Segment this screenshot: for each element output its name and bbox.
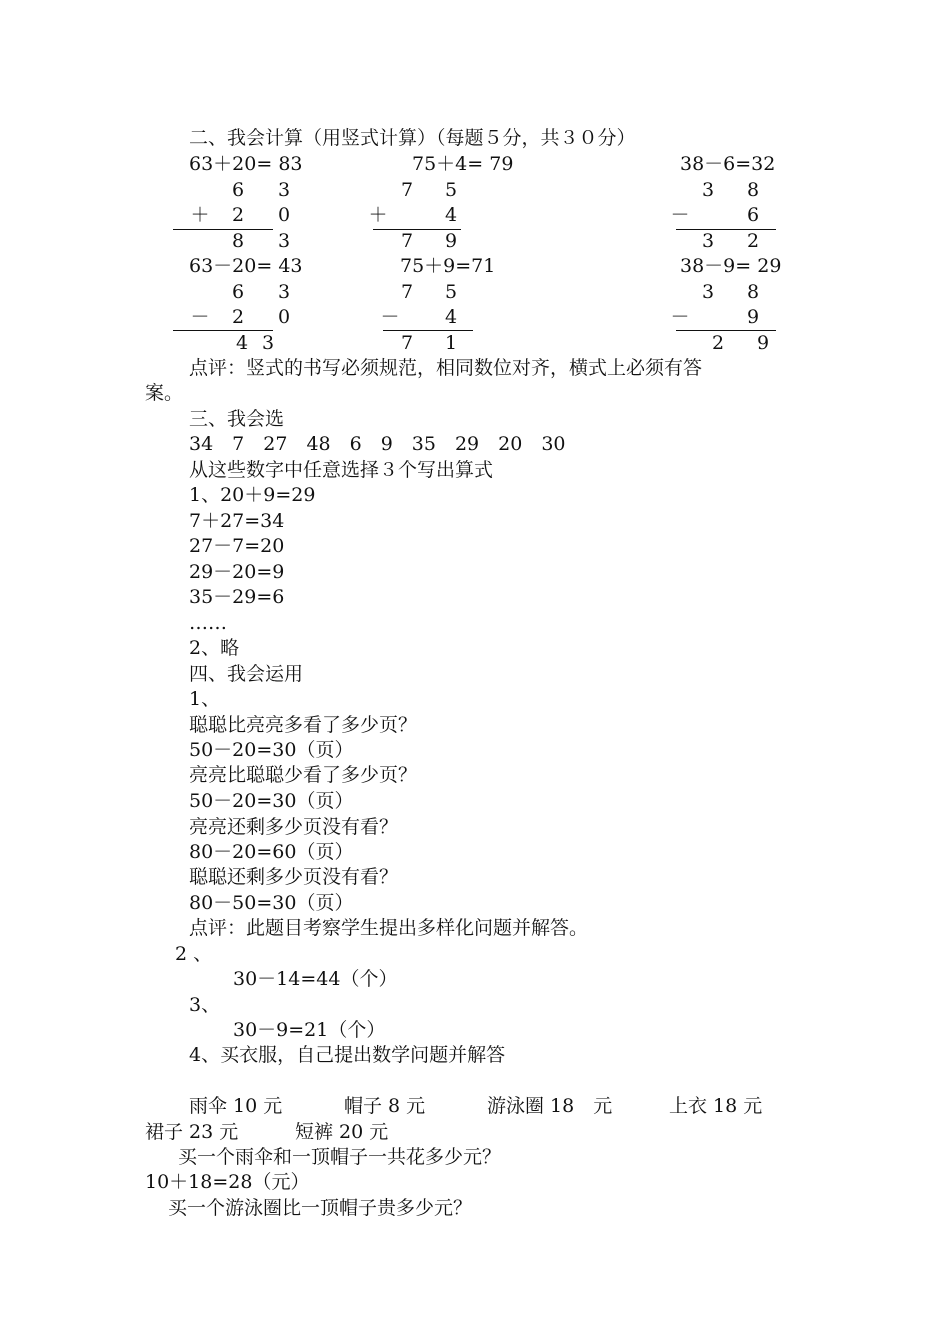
- digit: 0: [277, 204, 291, 226]
- equation-6: 38－9= 29: [680, 255, 782, 277]
- digit: 1: [444, 332, 458, 354]
- answer: 50－20=30（页）: [189, 790, 354, 812]
- digit: 4: [444, 204, 458, 226]
- answer: 10＋18=28（元）: [145, 1171, 310, 1193]
- digit: 4: [235, 332, 249, 354]
- price-item: 游泳圈 18 元: [487, 1095, 613, 1117]
- price-item: 上衣 18 元: [669, 1095, 763, 1117]
- calc-line: [173, 229, 273, 230]
- digit: 3: [277, 230, 291, 252]
- equation-line: 7＋27=34: [189, 510, 285, 532]
- equation-line: 29－20=9: [189, 561, 285, 583]
- digit: 9: [746, 306, 760, 328]
- digit: 8: [746, 179, 760, 201]
- section2-comment-cont: 案。: [145, 382, 184, 404]
- section3-title: 三、我会选: [189, 408, 285, 430]
- digit: 6: [231, 179, 245, 201]
- question: 亮亮还剩多少页没有看？: [189, 816, 399, 838]
- section3-item1: 1、20＋9=29: [189, 484, 316, 506]
- equation-line: 35－29=6: [189, 586, 285, 608]
- digit: 8: [746, 281, 760, 303]
- section2-comment: 点评：竖式的书写必须规范，相同数位对齐，横式上必须有答: [189, 357, 703, 379]
- section2-title: 二、我会计算（用竖式计算）（每题５分，共３０分）: [189, 127, 636, 149]
- equation-3: 38－6=32: [680, 153, 776, 175]
- price-item: 雨伞 10 元: [189, 1095, 283, 1117]
- operator: ＋: [368, 204, 388, 226]
- digit: 6: [746, 204, 760, 226]
- question: 聪聪比亮亮多看了多少页？: [189, 714, 418, 736]
- digit: 3: [277, 281, 291, 303]
- question: 买一个游泳圈比一顶帽子贵多少元？: [168, 1197, 473, 1219]
- section3-item2: 2、略: [189, 637, 240, 659]
- digit: 9: [444, 230, 458, 252]
- operator: －: [670, 204, 690, 226]
- section3-instruction: 从这些数字中任意选择３个写出算式: [189, 459, 494, 481]
- digit: 2: [231, 306, 245, 328]
- number-list: 34 7 27 48 6 9 35 29 20 30: [189, 433, 566, 455]
- digit: 3: [701, 179, 715, 201]
- digit: 7: [400, 281, 414, 303]
- operator: －: [190, 306, 210, 328]
- digit: 4: [444, 306, 458, 328]
- ellipsis: ……: [189, 612, 227, 634]
- question: 亮亮比聪聪少看了多少页？: [189, 764, 418, 786]
- digit: 2: [711, 332, 725, 354]
- digit: 5: [444, 281, 458, 303]
- digit: 3: [701, 281, 715, 303]
- digit: 7: [400, 332, 414, 354]
- operator: －: [380, 306, 400, 328]
- digit: 0: [277, 306, 291, 328]
- equation-5: 75＋9=71: [400, 255, 496, 277]
- operator: ＋: [190, 204, 210, 226]
- operator: －: [670, 306, 690, 328]
- equation-1: 63＋20= 83: [189, 153, 303, 175]
- digit: 2: [746, 230, 760, 252]
- digit: 7: [400, 230, 414, 252]
- digit: 3: [701, 230, 715, 252]
- price-item: 短裤 20 元: [295, 1121, 389, 1143]
- section4-comment: 点评：此题目考察学生提出多样化问题并解答。: [189, 917, 589, 939]
- digit: 3: [277, 179, 291, 201]
- equation-2: 75＋4= 79: [412, 153, 514, 175]
- digit: 7: [400, 179, 414, 201]
- digit: 3: [261, 332, 275, 354]
- section4-item3-answer: 30－9=21（个）: [233, 1019, 386, 1041]
- section4-item3-label: 3、: [189, 994, 221, 1016]
- question: 聪聪还剩多少页没有看？: [189, 866, 399, 888]
- equation-line: 27－7=20: [189, 535, 285, 557]
- price-item: 帽子 8 元: [344, 1095, 426, 1117]
- section4-item2-answer: 30－14=44（个）: [233, 968, 398, 990]
- section4-item2-label: 2 、: [175, 943, 213, 965]
- section4-item4: 4、买衣服，自己提出数学问题并解答: [189, 1044, 506, 1066]
- price-item: 裙子 23 元: [145, 1121, 239, 1143]
- digit: 8: [231, 230, 245, 252]
- section4-item1-label: 1、: [189, 688, 221, 710]
- digit: 5: [444, 179, 458, 201]
- digit: 2: [231, 204, 245, 226]
- answer: 50－20=30（页）: [189, 739, 354, 761]
- digit: 6: [231, 281, 245, 303]
- section4-title: 四、我会运用: [189, 663, 304, 685]
- question: 买一个雨伞和一顶帽子一共花多少元？: [178, 1146, 502, 1168]
- equation-4: 63－20= 43: [189, 255, 303, 277]
- answer: 80－20=60（页）: [189, 841, 354, 863]
- answer: 80－50=30（页）: [189, 892, 354, 914]
- digit: 9: [756, 332, 770, 354]
